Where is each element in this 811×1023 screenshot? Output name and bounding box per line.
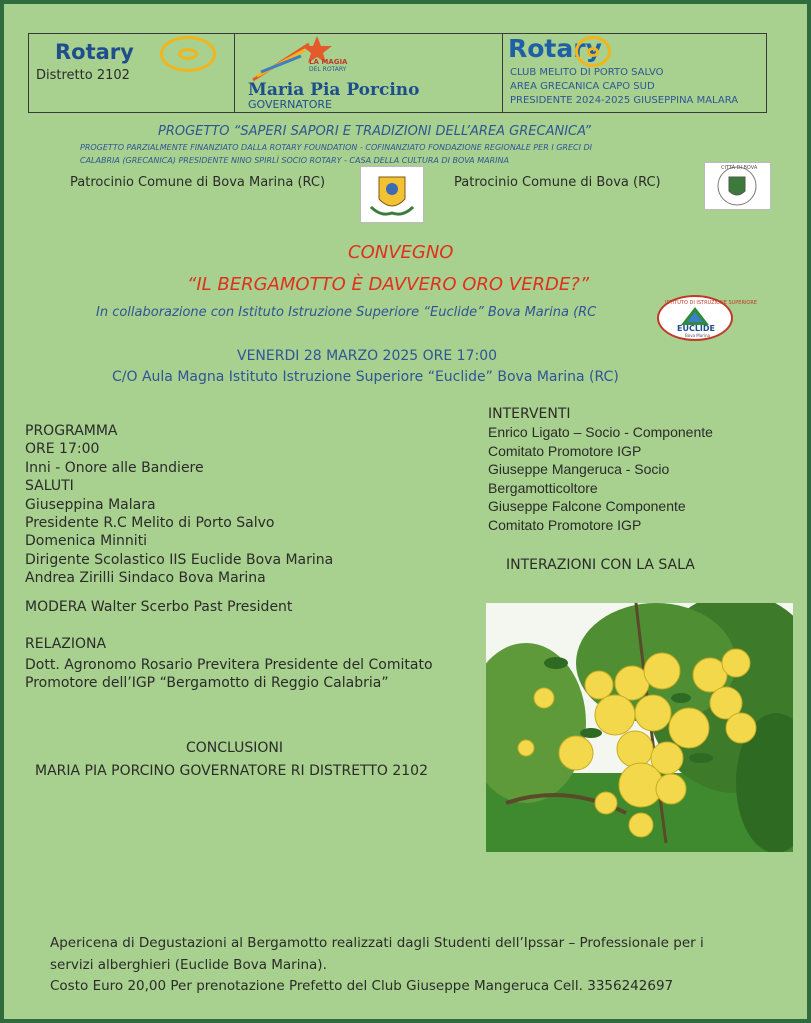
programma-line: Inni - Onore alle Bandiere [25, 459, 204, 476]
bova-seal-icon [704, 162, 771, 210]
interventi-line: Comitato Promotore IGP [488, 516, 642, 533]
footer-line: Costo Euro 20,00 Per prenotazione Prefetto del Club Giuseppe Mangeruca Cell. 3356242697 [50, 978, 674, 994]
club-line-1: CLUB MELITO DI PORTO SALVO [510, 67, 664, 78]
interventi-line: Giuseppe Mangeruca - Socio [488, 461, 670, 478]
interazioni-label: INTERAZIONI CON LA SALA [506, 557, 695, 573]
magia-line1: LA MAGIA [309, 58, 348, 66]
project-subtitle-1: PROGETTO PARZIALMENTE FINANZIATO DALLA ROTARY FOUNDATION - COFINANZIATO FONDAZIONE REGIONALE PER I GRECI DI [80, 143, 593, 152]
footer-block [50, 933, 704, 998]
footer-line: Apericena di Degustazioni al Bergamotto realizzati dagli Studenti dell’Ipssar – Professionale per i [50, 935, 704, 951]
district-label: Distretto 2102 [36, 68, 130, 83]
bova-seal-text: CITTÀ DI BOVA [721, 165, 758, 171]
governor-role: GOVERNATORE [248, 98, 332, 111]
programma-line: ORE 17:00 [25, 441, 100, 458]
event-collaboration: In collaborazione con Istituto Istruzione Superiore “Euclide” Bova Marina (RC [96, 305, 597, 320]
programma-line: Domenica Minniti [25, 533, 148, 550]
rotary-wheel-icon [160, 36, 216, 72]
event-venue: C/O Aula Magna Istituto Istruzione Superiore “Euclide” Bova Marina (RC) [112, 369, 619, 385]
magia-line2: DEL ROTARY [309, 66, 347, 73]
euclide-logo-top: ISTITUTO DI ISTRUZIONE SUPERIORE [665, 300, 757, 306]
patronage-bova: Patrocinio Comune di Bova (RC) [454, 175, 661, 190]
interventi-line: Giuseppe Falcone Componente [488, 498, 686, 515]
governor-name: Maria Pia Porcino [248, 80, 420, 100]
euclide-logo-name: EUCLIDE [677, 324, 716, 333]
interventi-list [488, 423, 713, 535]
club-line-3: PRESIDENTE 2024-2025 GIUSEPPINA MALARA [510, 95, 739, 106]
interventi-line: Enrico Ligato – Socio - Componente [488, 424, 713, 440]
conclusioni-label: CONCLUSIONI [186, 740, 284, 756]
rotary-brand-right: Rotary [508, 34, 602, 63]
club-line-2: AREA GRECANICA CAPO SUD [510, 81, 655, 92]
programma-line: SALUTI [25, 478, 74, 495]
header-banner [28, 33, 767, 113]
interventi-line: Comitato Promotore IGP [488, 442, 642, 459]
programma-line: Andrea Zirilli Sindaco Bova Marina [25, 570, 266, 587]
relaziona-label: RELAZIONA [25, 636, 107, 652]
rotary-brand-left: Rotary [55, 40, 134, 64]
event-title: “IL BERGAMOTTO È DAVVERO ORO VERDE?” [187, 274, 590, 295]
bergamot-photo [486, 603, 793, 852]
programma-block [25, 422, 333, 588]
euclide-logo-icon [657, 295, 757, 341]
programma-line: Dirigente Scolastico IIS Euclide Bova Marina [25, 551, 334, 568]
bova-marina-coat-of-arms-icon [360, 166, 424, 223]
rotary-wheel-icon-right [575, 36, 611, 67]
project-subtitle-2: CALABRIA (GRECANICA) PRESIDENTE NINO SPIRLÌ SOCIO ROTARY - CASA DELLA CULTURA DI BOVA MARINA [80, 156, 509, 165]
event-date: VENERDI 28 MARZO 2025 ORE 17:00 [237, 348, 498, 364]
footer-line: servizi alberghieri (Euclide Bova Marina). [50, 956, 327, 973]
programma-line: Presidente R.C Melito di Porto Salvo [25, 515, 275, 532]
interventi-line: Bergamotticoltore [488, 479, 598, 496]
interventi-label: INTERVENTI [488, 406, 571, 422]
patronage-bova-marina: Patrocinio Comune di Bova Marina (RC) [70, 175, 326, 190]
relaziona-line-1: Dott. Agronomo Rosario Previtera Presidente del Comitato [25, 657, 433, 673]
event-kind: CONVEGNO [348, 242, 454, 263]
conclusioni-text: MARIA PIA PORCINO GOVERNATORE RI DISTRETTO 2102 [35, 763, 428, 779]
relaziona-line-2: Promotore dell’IGP “Bergamotto di Reggio Calabria” [25, 675, 389, 691]
euclide-logo-place: Bova Marina [685, 333, 710, 338]
programma-line: PROGRAMMA [25, 423, 118, 439]
project-title: PROGETTO “SAPERI SAPORI E TRADIZIONI DELL’AREA GRECANICA” [158, 124, 592, 139]
modera-line: MODERA Walter Scerbo Past President [25, 599, 293, 615]
programma-line: Giuseppina Malara [25, 496, 156, 513]
